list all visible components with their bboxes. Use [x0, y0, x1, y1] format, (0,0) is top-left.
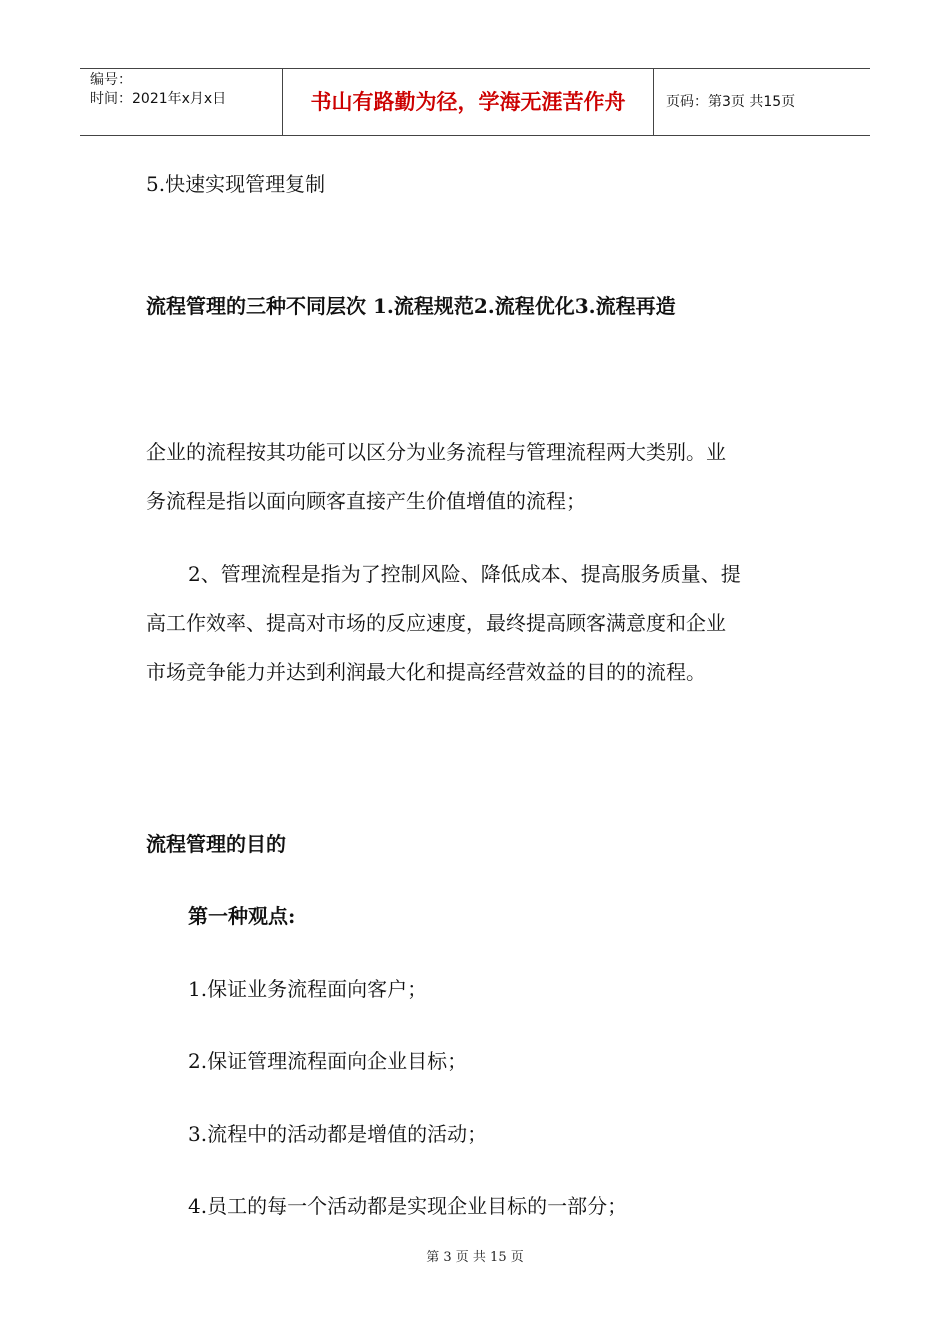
purpose-heading: 流程管理的目的 [146, 832, 286, 856]
list-item: 4.员工的每一个活动都是实现企业目标的一部分； [188, 1194, 628, 1218]
list-item: 2.保证管理流程面向企业目标； [188, 1049, 468, 1073]
page-footer: 第 3 页 共 15 页 [426, 1250, 524, 1265]
list-item: 3.流程中的活动都是增值的活动； [188, 1122, 488, 1146]
paragraph-1-line-1: 企业的流程按其功能可以区分为业务流程与管理流程两大类别。业 [146, 440, 726, 464]
item-5: 5.快速实现管理复制 [146, 172, 326, 196]
header-page-label: 页码：第3页 共15页 [666, 94, 796, 110]
number-label: 编号： [90, 72, 132, 88]
header-motto: 书山有路勤为径，学海无涯苦作舟 [282, 69, 654, 135]
list-item: 1.保证业务流程面向客户； [188, 977, 428, 1001]
paragraph-1-line-2: 务流程是指以面向顾客直接产生价值增值的流程； [146, 489, 586, 513]
paragraph-2-line-3: 市场竞争能力并达到利润最大化和提高经营效益的目的的流程。 [146, 660, 706, 684]
header-meta [80, 69, 282, 135]
paragraph-2-line-1: 2、管理流程是指为了控制风险、降低成本、提高服务质量、提 [188, 562, 741, 586]
levels-heading: 流程管理的三种不同层次 1.流程规范2.流程优化3.流程再造 [146, 294, 676, 318]
date-label: 时间：2021年x月x日 [90, 91, 227, 107]
document-header [80, 68, 870, 136]
viewpoint-heading: 第一种观点: [188, 904, 296, 928]
paragraph-2-line-2: 高工作效率、提高对市场的反应速度，最终提高顾客满意度和企业 [146, 611, 726, 635]
